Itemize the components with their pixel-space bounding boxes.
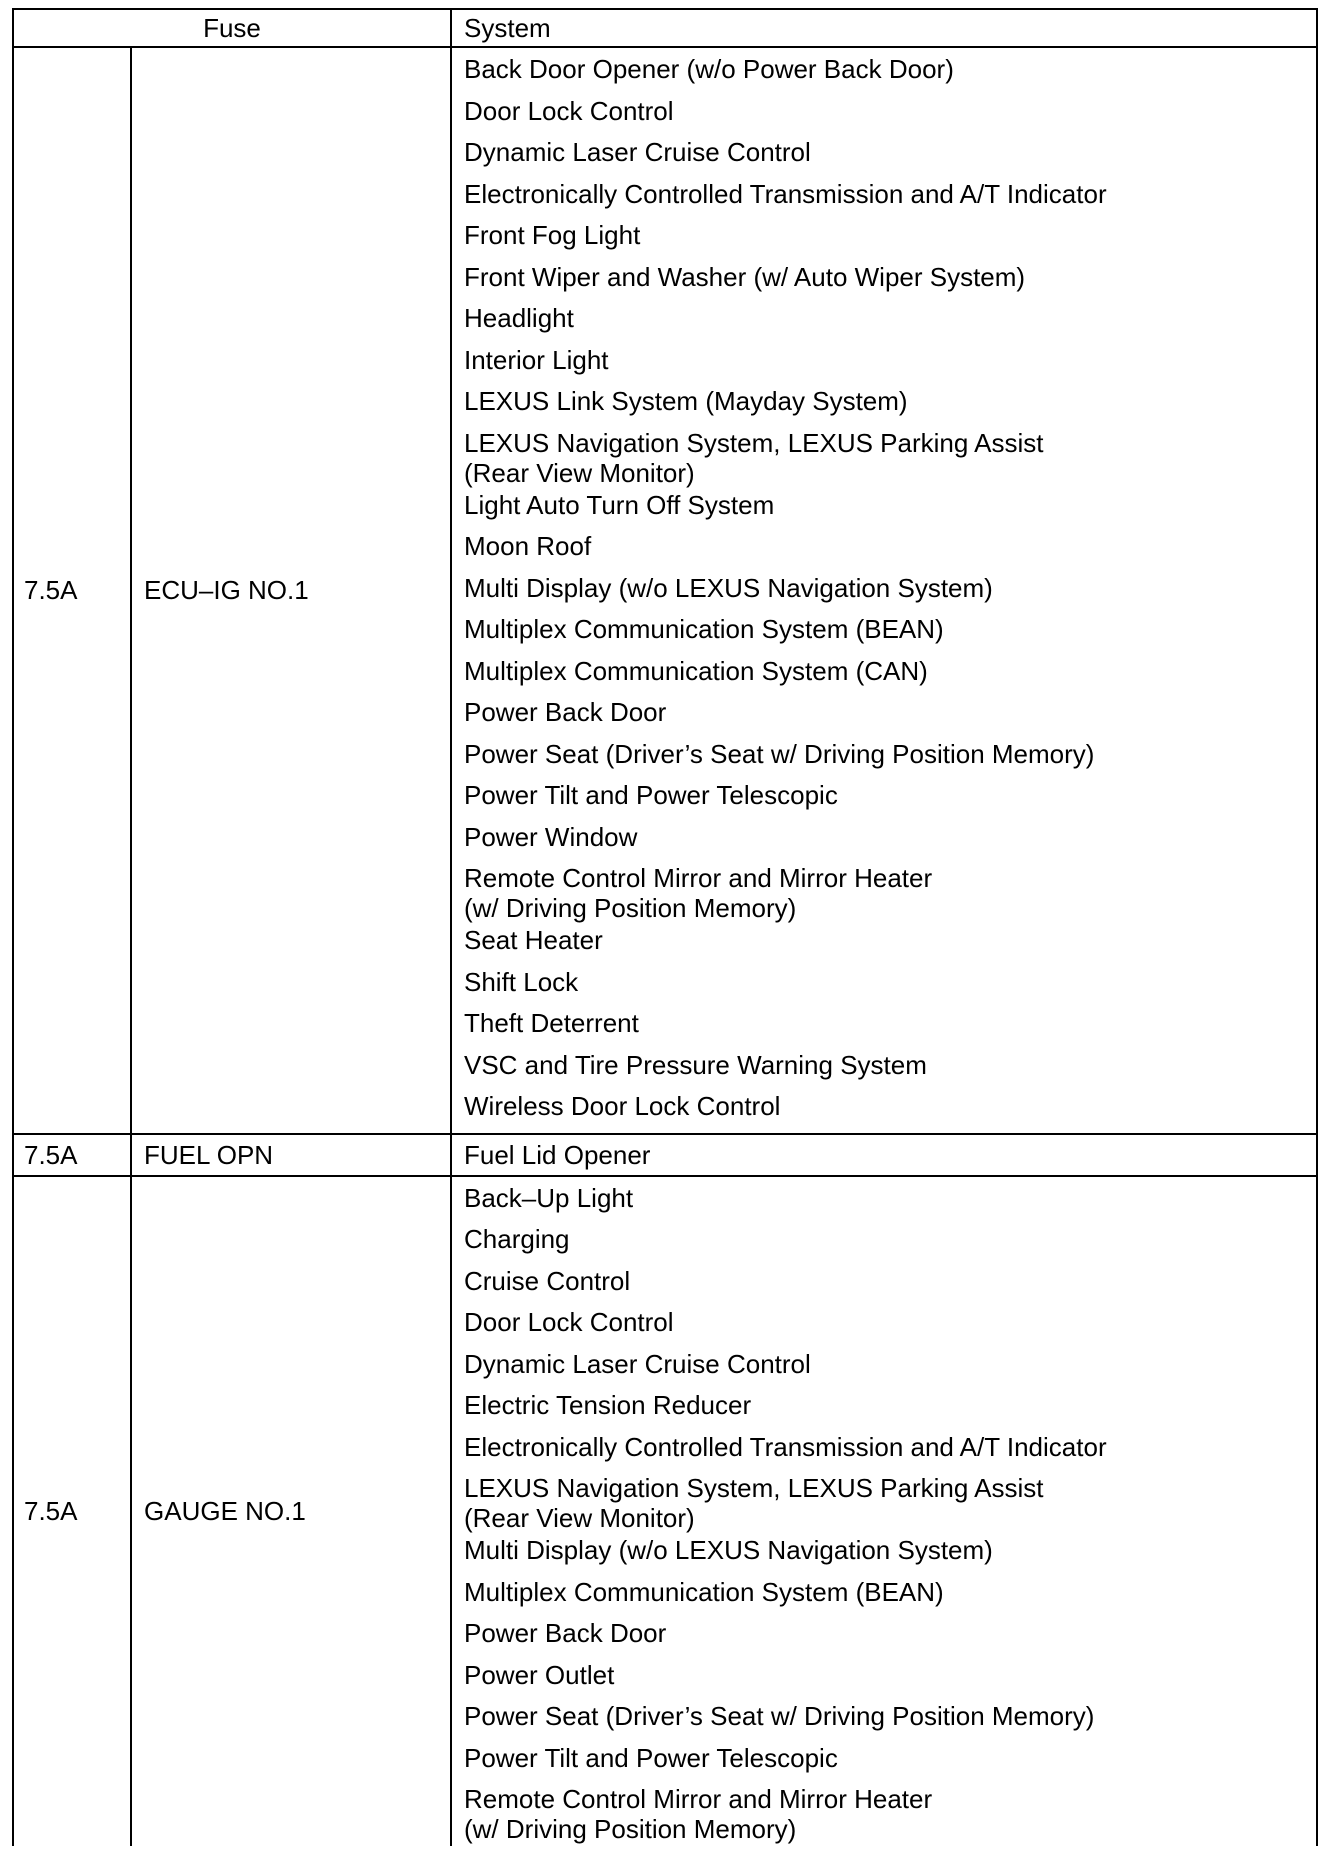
system-item: Door Lock Control: [464, 95, 674, 126]
system-item: Interior Light: [464, 344, 609, 375]
system-item: VSC and Tire Pressure Warning System: [464, 1049, 927, 1080]
table-row: [13, 47, 1317, 1134]
system-item: Door Lock Control: [464, 1307, 674, 1337]
system-item: Charging: [464, 1224, 570, 1254]
system-item: Wireless Door Lock Control: [464, 1091, 781, 1121]
system-item: Multiplex Communication System (CAN): [464, 655, 928, 686]
header-system: System: [451, 9, 1317, 47]
system-item: Multi Display (w/o LEXUS Navigation System): [464, 572, 993, 603]
system-item: Power Seat (Driver’s Seat w/ Driving Position Memory): [464, 738, 1095, 769]
fuse-name: GAUGE NO.1: [131, 1176, 451, 1847]
system-item: Front Fog Light: [464, 220, 641, 250]
system-item: Light Auto Turn Off System: [464, 489, 775, 520]
system-item: Power Back Door: [464, 697, 667, 727]
fuse-system-table: [12, 8, 1318, 1846]
table-header-row: [13, 9, 1317, 47]
system-list-cell: [451, 47, 1317, 1134]
fuse-name: FUEL OPN: [131, 1134, 451, 1176]
system-list: [464, 54, 1316, 1133]
system-item: Front Wiper and Washer (w/ Auto Wiper System): [464, 261, 1026, 292]
fuse-name: ECU–IG NO.1: [131, 47, 451, 1134]
system-item: Power Outlet: [464, 1659, 615, 1690]
fuse-amperage: 7.5A: [13, 47, 131, 1134]
header-fuse: Fuse: [13, 9, 451, 47]
system-item: Headlight: [464, 303, 574, 333]
system-item: Dynamic Laser Cruise Control: [464, 137, 811, 167]
system-item: LEXUS Navigation System, LEXUS Parking Assist (Rear View Monitor): [464, 1473, 1044, 1533]
system-item: Power Tilt and Power Telescopic: [464, 780, 838, 810]
system-item: Electric Tension Reducer: [464, 1390, 752, 1420]
fuse-amperage: 7.5A: [13, 1176, 131, 1847]
system-item: Theft Deterrent: [464, 1008, 639, 1038]
system-item: Multiplex Communication System (BEAN): [464, 1576, 944, 1607]
table-row: [13, 1176, 1317, 1847]
system-item: LEXUS Link System (Mayday System): [464, 386, 908, 416]
system-item: Electronically Controlled Transmission and A/T Indicator: [464, 1431, 1107, 1462]
system-item: Cruise Control: [464, 1265, 631, 1296]
system-item: Power Back Door: [464, 1618, 667, 1648]
system-list-cell: [451, 1176, 1317, 1847]
system-item: Dynamic Laser Cruise Control: [464, 1348, 811, 1379]
system-item: Power Window: [464, 821, 638, 852]
system-item: Power Seat (Driver’s Seat w/ Driving Position Memory): [464, 1701, 1095, 1731]
system-item: Seat Heater: [464, 925, 603, 955]
fuse-amperage: 7.5A: [13, 1134, 131, 1176]
table-row: [13, 1134, 1317, 1176]
system-item: Electronically Controlled Transmission and A/T Indicator: [464, 178, 1107, 209]
system-item: Power Tilt and Power Telescopic: [464, 1742, 838, 1773]
system-item: Remote Control Mirror and Mirror Heater (w/ Driving Position Memory): [464, 863, 933, 923]
system-item: Multi Display (w/o LEXUS Navigation System): [464, 1535, 993, 1565]
system-item: Moon Roof: [464, 531, 592, 561]
system-item: Remote Control Mirror and Mirror Heater (w/ Driving Position Memory): [464, 1784, 933, 1844]
system-item: Back Door Opener (w/o Power Back Door): [464, 54, 954, 84]
system-item: Shift Lock: [464, 966, 579, 997]
system-item: Fuel Lid Opener: [451, 1134, 1317, 1176]
system-item: Back–Up Light: [464, 1182, 634, 1213]
system-list: [464, 1183, 1316, 1847]
system-item: Multiplex Communication System (BEAN): [464, 614, 944, 644]
system-item: LEXUS Navigation System, LEXUS Parking Assist (Rear View Monitor): [464, 427, 1044, 488]
